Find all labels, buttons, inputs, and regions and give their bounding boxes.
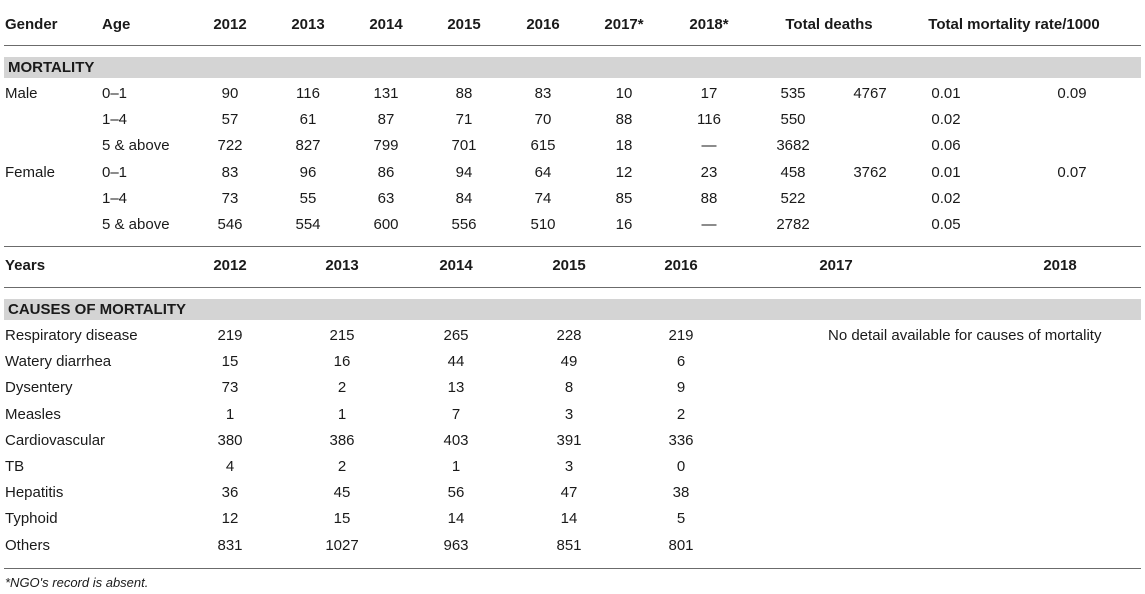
cause-value: 56 [447, 484, 465, 502]
row-value: 88 [615, 111, 633, 129]
cause-value: 3 [564, 458, 574, 475]
cause-value: 8 [564, 379, 574, 397]
mortality-section-band-title: MORTALITY [8, 59, 95, 76]
row-gender: Male [5, 85, 38, 102]
cause-name: Respiratory disease [5, 327, 138, 344]
cause-value: 14 [447, 510, 465, 528]
row-value: 23 [700, 163, 718, 181]
row-value: 18 [615, 137, 633, 155]
row-total: 458 [780, 163, 806, 181]
row-value: 96 [299, 163, 317, 181]
header-year: 2016 [526, 16, 560, 33]
causes-section-band-title: CAUSES OF MORTALITY [8, 301, 187, 318]
bottom-rule [4, 568, 1141, 569]
years-header-year: 2018 [1043, 257, 1077, 274]
cause-value: 5 [676, 510, 686, 528]
row-age: 0–1 [102, 85, 128, 102]
row-total: 522 [780, 189, 806, 207]
row-value: 63 [377, 189, 395, 207]
header-year: 2014 [369, 16, 403, 33]
row-group-total: 3762 [853, 163, 887, 181]
row-value: 86 [377, 163, 395, 181]
mortality-bottom-rule [4, 246, 1141, 247]
row-value: 10 [615, 85, 633, 102]
mortality-section-band [4, 57, 1141, 78]
cause-value: 380 [217, 431, 243, 449]
row-value: 556 [451, 216, 477, 233]
row-age: 5 & above [102, 137, 170, 155]
row-rate: 0.01 [931, 85, 961, 102]
row-rate: 0.06 [931, 137, 961, 155]
row-age: 5 & above [102, 216, 170, 233]
years-header-year: 2016 [664, 257, 698, 274]
cause-value: 3 [564, 405, 574, 423]
row-value: 131 [373, 85, 399, 102]
cause-value: 403 [443, 431, 469, 449]
years-header-year: 2017 [819, 257, 853, 274]
cause-value: 44 [447, 353, 465, 371]
cause-value: 336 [668, 431, 694, 449]
row-rate: 0.02 [931, 189, 961, 207]
years-header-year: 2014 [439, 257, 473, 274]
row-value: 64 [534, 163, 552, 181]
cause-value: 45 [333, 484, 351, 502]
row-value: 88 [455, 85, 473, 102]
years-header-year: 2015 [552, 257, 586, 274]
row-value: — [701, 137, 717, 155]
cause-value: 219 [668, 327, 694, 344]
row-value: 61 [299, 111, 317, 129]
cause-value: 15 [333, 510, 351, 528]
row-value: 85 [615, 189, 633, 207]
cause-value: 801 [668, 536, 694, 554]
row-age: 0–1 [102, 163, 128, 181]
row-rate: 0.05 [931, 216, 961, 233]
cause-value: 2 [337, 379, 347, 397]
years-header-year: 2013 [325, 257, 359, 274]
row-value: 84 [455, 189, 473, 207]
row-value: — [701, 216, 717, 233]
cause-value: 0 [676, 458, 686, 475]
years-label: Years [5, 257, 46, 274]
row-age: 1–4 [102, 189, 128, 207]
row-value: 87 [377, 111, 395, 129]
row-value: 57 [221, 111, 239, 129]
cause-value: 1 [451, 458, 461, 475]
cause-name: Measles [5, 405, 61, 423]
row-value: 83 [221, 163, 239, 181]
row-value: 116 [296, 85, 320, 102]
cause-value: 38 [672, 484, 690, 502]
row-group-rate: 0.07 [1057, 163, 1087, 181]
row-value: 510 [530, 216, 556, 233]
cause-value: 12 [221, 510, 239, 528]
cause-value: 1027 [325, 536, 359, 554]
row-total: 2782 [776, 216, 810, 233]
cause-value: 215 [329, 327, 355, 344]
cause-value: 16 [333, 353, 351, 371]
header-year: 2013 [291, 16, 325, 33]
cause-name: TB [5, 458, 25, 475]
row-total: 550 [780, 111, 806, 129]
header-mortality-rate: Total mortality rate/1000 [928, 16, 1100, 33]
row-age: 1–4 [102, 111, 128, 129]
cause-name: Typhoid [5, 510, 58, 528]
years-rule [4, 287, 1141, 288]
row-total: 3682 [776, 137, 810, 155]
row-group-rate: 0.09 [1057, 85, 1087, 102]
row-value: 827 [295, 137, 321, 155]
cause-value: 36 [221, 484, 239, 502]
cause-value: 4 [225, 458, 235, 475]
row-value: 615 [530, 137, 556, 155]
header-age: Age [102, 16, 131, 33]
cause-value: 73 [221, 379, 239, 397]
cause-value: 13 [447, 379, 465, 397]
row-value: 12 [615, 163, 633, 181]
row-value: 116 [697, 111, 721, 129]
row-value: 55 [299, 189, 317, 207]
row-value: 17 [700, 85, 718, 102]
years-header-year: 2012 [213, 257, 247, 274]
cause-value: 9 [676, 379, 686, 397]
cause-value: 2 [337, 458, 347, 475]
cause-name: Hepatitis [5, 484, 64, 502]
cause-value: 49 [560, 353, 578, 371]
row-rate: 0.01 [931, 163, 961, 181]
cause-value: 14 [560, 510, 578, 528]
row-value: 600 [373, 216, 399, 233]
cause-name: Others [5, 536, 51, 554]
row-value: 799 [373, 137, 399, 155]
row-value: 71 [455, 111, 473, 129]
header-rule [4, 45, 1141, 46]
cause-value: 228 [556, 327, 582, 344]
cause-value: 831 [217, 536, 243, 554]
header-year: 2017* [604, 16, 644, 33]
row-value: 74 [534, 189, 552, 207]
footnote: *NGO's record is absent. [5, 575, 149, 590]
row-value: 16 [615, 216, 633, 233]
header-year: 2012 [213, 16, 247, 33]
cause-name: Cardiovascular [5, 431, 106, 449]
row-value: 94 [455, 163, 473, 181]
cause-value: 219 [217, 327, 243, 344]
row-value: 70 [534, 111, 552, 129]
cause-value: 15 [221, 353, 239, 371]
cause-value: 7 [451, 405, 461, 423]
row-rate: 0.02 [931, 111, 961, 129]
row-gender: Female [5, 163, 56, 181]
cause-value: 1 [337, 405, 347, 423]
header-total-deaths: Total deaths [785, 16, 873, 33]
cause-value: 265 [443, 327, 469, 344]
row-value: 701 [451, 137, 477, 155]
row-value: 546 [217, 216, 243, 233]
row-value: 722 [217, 137, 243, 155]
row-value: 90 [221, 85, 239, 102]
row-value: 73 [221, 189, 239, 207]
cause-value: 6 [676, 353, 686, 371]
cause-name: Dysentery [5, 379, 73, 397]
cause-name: Watery diarrhea [5, 353, 112, 371]
cause-value: 391 [556, 431, 582, 449]
cause-value: 963 [443, 536, 469, 554]
header-year: 2015 [447, 16, 481, 33]
causes-note: No detail available for causes of mortality [828, 327, 1102, 344]
row-value: 88 [700, 189, 718, 207]
row-total: 535 [780, 85, 806, 102]
cause-value: 47 [560, 484, 578, 502]
cause-value: 2 [676, 405, 686, 423]
cause-value: 386 [329, 431, 355, 449]
row-group-total: 4767 [853, 85, 887, 102]
row-value: 554 [295, 216, 321, 233]
header-gender: Gender [5, 16, 58, 33]
row-value: 83 [534, 85, 552, 102]
cause-value: 851 [556, 536, 582, 554]
header-year: 2018* [689, 16, 729, 33]
cause-value: 1 [225, 405, 235, 423]
